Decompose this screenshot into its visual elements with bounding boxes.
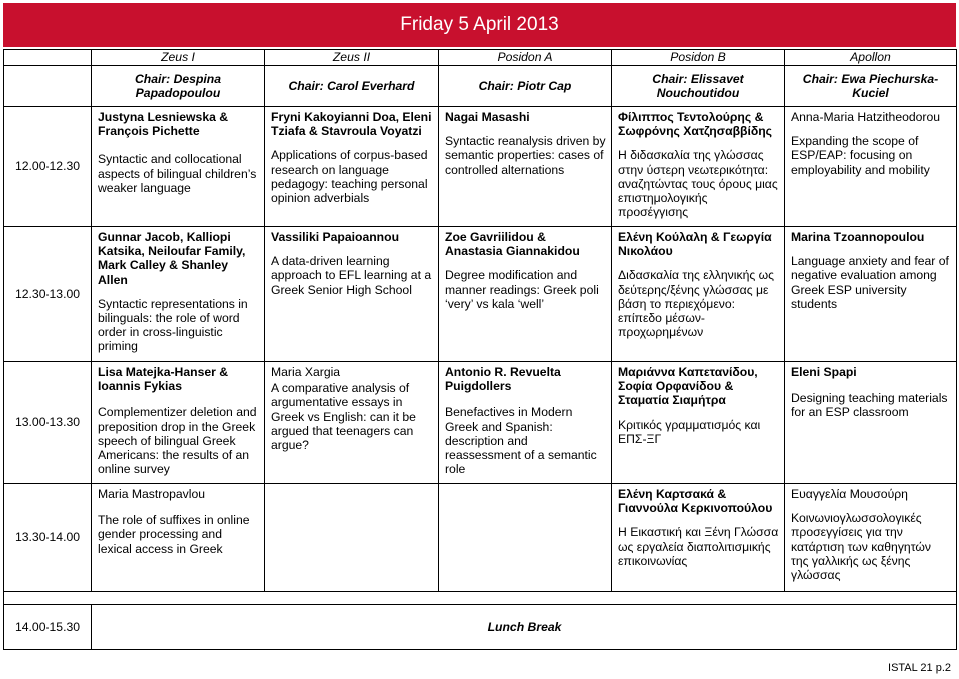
talk-title: A data-driven learning approach to EFL learning at a Greek Senior High School	[271, 254, 432, 297]
slot-time: 12.30-13.00	[4, 227, 92, 362]
page-title: Friday 5 April 2013	[3, 3, 956, 47]
talk-title: Διδασκαλία της ελληνικής ως δεύτερης/ξένης γλώσσας με βάση το περιεχόμενο: επίπεδο μέσων-προχωρημένων	[618, 268, 774, 340]
talk-title: Degree modification and manner readings: Greek poli ‘very’ vs kala ‘well’	[445, 268, 599, 311]
talk-title: Syntactic reanalysis driven by semantic properties: cases of controlled alternations	[445, 134, 606, 177]
talk-authors: Gunnar Jacob, Kalliopi Katsika, Neiloufar Family, Mark Calley & Shanley Allen	[98, 230, 246, 287]
slot-row	[4, 227, 957, 362]
slot-time: 12.00-12.30	[4, 107, 92, 227]
talk-cell	[265, 107, 439, 227]
talk-title: Syntactic representations in bilinguals: the role of word order in cross-linguistic priming	[98, 296, 248, 354]
talk-cell	[92, 484, 265, 592]
talk-cell	[785, 107, 957, 227]
lunch-time: 14.00-15.30	[4, 605, 92, 650]
talk-authors: Ελένη Καρτσακά & Γιαννούλα Κερκινοπούλου	[618, 487, 773, 516]
talk-authors: Eleni Spapi	[791, 365, 857, 379]
corner-cell	[4, 50, 92, 66]
slot-row	[4, 484, 957, 592]
talk-cell	[92, 227, 265, 362]
talk-cell	[92, 107, 265, 227]
slot-time: 13.30-14.00	[4, 484, 92, 592]
schedule-table	[3, 49, 957, 650]
talk-cell	[785, 362, 957, 484]
chair-header: Chair: Piotr Cap	[439, 66, 612, 107]
talk-cell	[92, 362, 265, 484]
chair-row	[4, 66, 957, 107]
talk-cell-empty	[439, 484, 612, 592]
talk-cell	[612, 227, 785, 362]
talk-cell	[785, 227, 957, 362]
room-header: Posidon B	[612, 50, 785, 66]
talk-authors: Anna-Maria Hatzitheodorou	[791, 110, 941, 124]
room-header: Apollon	[785, 50, 957, 66]
talk-cell	[612, 362, 785, 484]
talk-cell	[439, 227, 612, 362]
talk-title: Complementizer deletion and preposition drop in the Greek speech of bilingual Greek Americans: the results of an online survey	[98, 405, 257, 477]
talk-cell	[785, 484, 957, 592]
talk-title: Η διδασκαλία της γλώσσας στην ύστερη νεωτερικότητα: αναζητώντας τους όρους μιας επιστημολογικής προσέγγισης	[618, 148, 778, 220]
talk-authors: Ευαγγελία Μουσούρη	[791, 487, 908, 501]
slot-time: 13.00-13.30	[4, 362, 92, 484]
talk-title: Η Εικαστική και Ξένη Γλώσσα ως εργαλεία διαπολιτισμικής επικοινωνίας	[618, 525, 779, 568]
talk-authors: Antonio R. Revuelta Puigdollers	[445, 365, 561, 394]
corner-cell	[4, 66, 92, 107]
talk-authors: Fryni Kakoyianni Doa, Eleni Tziafa & Stavroula Voyatzi	[271, 110, 432, 139]
talk-authors: Nagai Masashi	[445, 110, 530, 124]
talk-cell	[265, 362, 439, 484]
chair-header: Chair: Ewa Piechurska-Kuciel	[785, 66, 957, 107]
lunch-row	[4, 605, 957, 650]
room-header: Zeus II	[265, 50, 439, 66]
talk-authors: Ελένη Κούλαλη & Γεωργία Νικολάου	[618, 230, 772, 259]
talk-cell-empty	[265, 484, 439, 592]
talk-authors: Μαριάννα Καπετανίδου, Σοφία Ορφανίδου & Σταματία Σιαμήτρα	[618, 365, 758, 408]
slot-row	[4, 362, 957, 484]
lunch-label: Lunch Break	[92, 605, 957, 650]
talk-cell	[612, 107, 785, 227]
talk-title: Expanding the scope of ESP/EAP: focusing on employability and mobility	[791, 134, 930, 177]
talk-title: The role of suffixes in online gender processing and lexical access in Greek	[98, 513, 250, 556]
talk-cell	[612, 484, 785, 592]
talk-title: A comparative analysis of argumentative essays in Greek vs English: can it be argued that teenagers can argue?	[271, 381, 416, 453]
room-row	[4, 50, 957, 66]
talk-authors: Maria Mastropavlou	[98, 487, 206, 501]
room-header: Posidon A	[439, 50, 612, 66]
chair-header: Chair: Carol Everhard	[265, 66, 439, 107]
talk-title: Designing teaching materials for an ESP classroom	[791, 391, 948, 420]
talk-cell	[439, 107, 612, 227]
talk-title: Language anxiety and fear of negative evaluation among Greek ESP university students	[791, 254, 949, 311]
talk-authors: Zoe Gavriilidou & Anastasia Giannakidou	[445, 230, 580, 259]
talk-authors: Vassiliki Papaioannou	[271, 230, 400, 244]
page-footer: ISTAL 21 p.2	[888, 662, 951, 674]
talk-authors: Lisa Matejka-Hanser & Ioannis Fykias	[98, 365, 229, 394]
talk-title: Benefactives in Modern Greek and Spanish: description and reassessment of a semantic role	[445, 405, 597, 477]
room-header: Zeus I	[92, 50, 265, 66]
chair-header: Chair: Despina Papadopoulou	[92, 66, 265, 107]
talk-title: Κοινωνιογλωσσολογικές προσεγγίσεις για την κατάρτιση των καθηγητών της γαλλικής ως ξένης γλώσσας	[791, 511, 931, 583]
talk-cell	[439, 362, 612, 484]
talk-authors: Justyna Lesniewska & François Pichette	[98, 110, 229, 139]
talk-authors: Maria Xargia	[271, 365, 341, 379]
talk-authors: Φίλιππος Τεντολούρης & Σωφρόνης Χατζησαββίδης	[618, 110, 773, 139]
gap-row	[4, 592, 957, 605]
talk-authors: Marina Tzoannopoulou	[791, 230, 925, 244]
talk-title: Κριτικός γραμματισμός και ΕΠΣ-ΞΓ	[618, 417, 761, 446]
talk-title: Applications of corpus-based research on language pedagogy: teaching personal opinion adverbials	[271, 148, 428, 206]
talk-title: Syntactic and collocational aspects of bilingual children’s weaker language	[98, 152, 257, 195]
talk-cell	[265, 227, 439, 362]
slot-row	[4, 107, 957, 227]
chair-header: Chair: Elissavet Nouchoutidou	[612, 66, 785, 107]
